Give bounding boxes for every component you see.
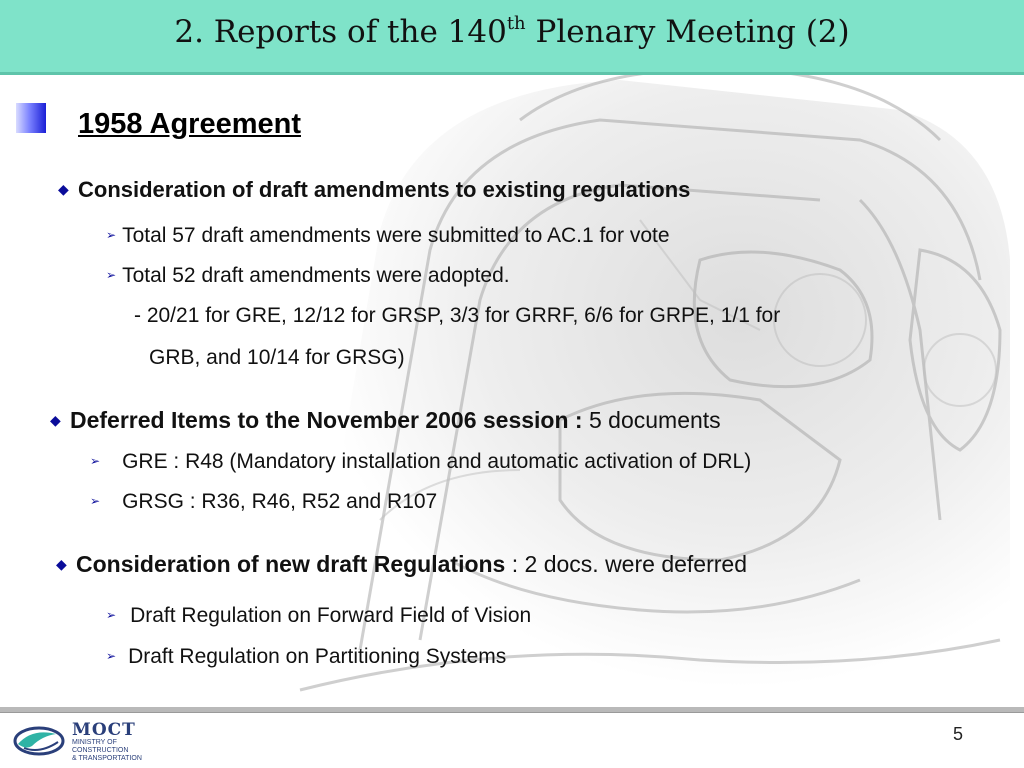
section-3-item-2	[106, 645, 506, 669]
section-2-note: 5 documents	[582, 407, 721, 433]
section-1-item-2	[106, 264, 510, 288]
section-1-title-line	[58, 177, 690, 203]
section-1-title: Consideration of draft amendments to existing regulations	[78, 177, 691, 202]
logo-subtitle-line-3: & TRANSPORTATION	[72, 755, 142, 762]
arrow-bullet-icon: ➢	[106, 228, 117, 242]
arrow-bullet-icon: ➢	[106, 649, 117, 663]
section-3-item-2-text: Draft Regulation on Partitioning Systems	[128, 645, 507, 668]
slide-title-prefix: 2. Reports of the 140	[174, 14, 507, 50]
section-3-item-1-text: Draft Regulation on Forward Field of Vision	[130, 604, 532, 627]
logo-subtitle	[72, 739, 142, 763]
section-3-note: : 2 docs. were deferred	[505, 551, 747, 577]
page-number: 5	[953, 724, 964, 744]
slide-title-suffix: Plenary Meeting (2)	[525, 14, 850, 50]
moct-logo-icon	[12, 720, 66, 760]
arrow-bullet-icon: ➢	[106, 608, 117, 622]
section-2-title: Deferred Items to the November 2006 session :	[70, 407, 583, 433]
logo-subtitle-line-2: CONSTRUCTION	[72, 747, 129, 754]
section-heading: 1958 Agreement	[78, 108, 301, 140]
section-2-item-2-text: GRSG : R36, R46, R52 and R107	[122, 490, 438, 513]
slide-title-superscript: th	[506, 12, 526, 34]
section-2-item-1-text: GRE : R48 (Mandatory installation and automatic activation of DRL)	[122, 450, 752, 473]
section-1-item-2-text: Total 52 draft amendments were adopted.	[122, 264, 510, 287]
section-1-detail-1: - 20/21 for GRE, 12/12 for GRSP, 3/3 for GRRF, 6/6 for GRPE, 1/1 for	[134, 304, 781, 327]
arrow-bullet-icon: ➢	[90, 494, 101, 508]
section-2-item-1	[90, 450, 751, 474]
section-1-item-1-text: Total 57 draft amendments were submitted to AC.1 for vote	[122, 224, 670, 247]
section-1-detail-2: GRB, and 10/14 for GRSG)	[149, 346, 405, 369]
diamond-bullet-icon: ◆	[58, 181, 69, 197]
section-3-title-line	[56, 551, 747, 578]
arrow-bullet-icon: ➢	[90, 454, 101, 468]
section-3-title: Consideration of new draft Regulations	[76, 551, 506, 577]
section-3-item-1	[106, 604, 531, 628]
section-2-title-line	[50, 407, 721, 434]
diamond-bullet-icon: ◆	[56, 556, 67, 572]
diamond-bullet-icon: ◆	[50, 412, 61, 428]
section-2-item-2	[90, 490, 437, 514]
logo-wordmark: MOCT	[72, 720, 136, 740]
logo-subtitle-line-1: MINISTRY OF	[72, 739, 117, 746]
gradient-square-icon	[16, 103, 46, 133]
section-1-item-1	[106, 224, 670, 248]
arrow-bullet-icon: ➢	[106, 268, 117, 282]
